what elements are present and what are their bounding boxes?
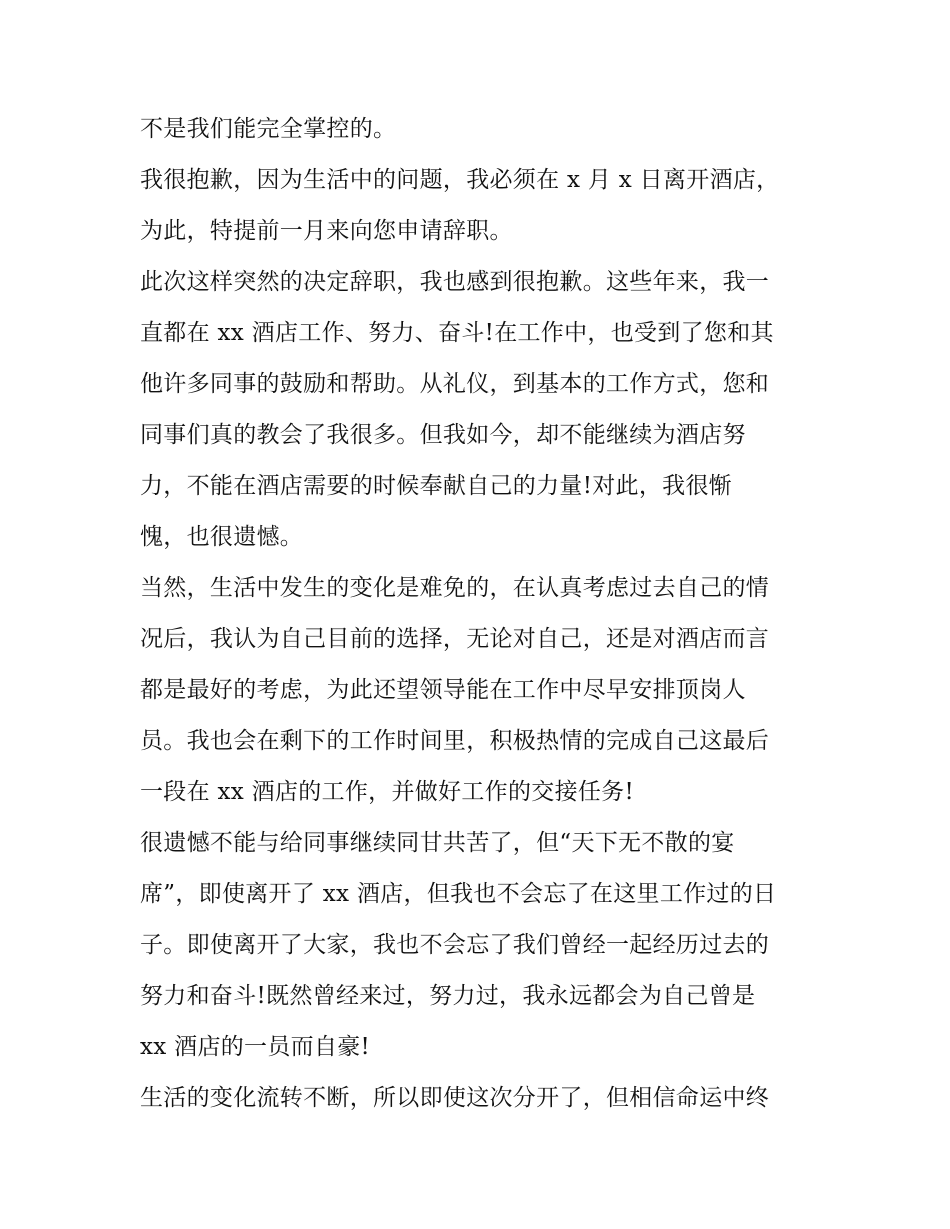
text-line: 同事们真的教会了我很多。但我如今，却不能继续为酒店努 [140,422,746,448]
text-line: xx 酒店的一员而自豪! [140,1034,371,1060]
text-line: 子。即使离开了大家，我也不会忘了我们曾经一起经历过去的 [140,932,770,958]
text-line: 此次这样突然的决定辞职，我也感到很抱歉。这些年来，我一 [140,269,770,295]
text-line: 当然，生活中发生的变化是难免的，在认真考虑过去自己的情 [140,575,770,601]
text-line: 力，不能在酒店需要的时候奉献自己的力量!对此，我很惭 [140,473,733,499]
letter-body [140,104,830,1124]
text-line: 都是最好的考虑，为此还望领导能在工作中尽早安排顶岗人 [140,677,746,703]
text-line: 很遗憾不能与给同事继续同甘共苦了，但“天下无不散的宴 [140,830,735,856]
text-line: 直都在 xx 酒店工作、努力、奋斗!在工作中，也受到了您和其 [140,320,774,346]
text-line: 努力和奋斗!既然曾经来过，努力过，我永远都会为自己曾是 [140,983,756,1009]
text-line: 席”，即使离开了 xx 酒店，但我也不会忘了在这里工作过的日 [140,881,777,907]
text-line: 为此，特提前一月来向您申请辞职。 [140,218,513,244]
text-line: 他许多同事的鼓励和帮助。从礼仪，到基本的工作方式，您和 [140,371,770,397]
text-line: 况后，我认为自己目前的选择，无论对自己，还是对酒店而言 [140,626,770,652]
text-line: 我很抱歉，因为生活中的问题，我必须在 x 月 x 日离开酒店， [140,167,780,193]
text-line: 员。我也会在剩下的工作时间里，积极热情的完成自己这最后 [140,728,770,754]
text-line: 一段在 xx 酒店的工作，并做好工作的交接任务! [140,779,635,805]
text-line: 愧，也很遗憾。 [140,524,304,550]
text-line: 不是我们能完全掌控的。 [140,116,397,142]
text-line: 生活的变化流转不断，所以即使这次分开了，但相信命运中终 [140,1085,770,1111]
